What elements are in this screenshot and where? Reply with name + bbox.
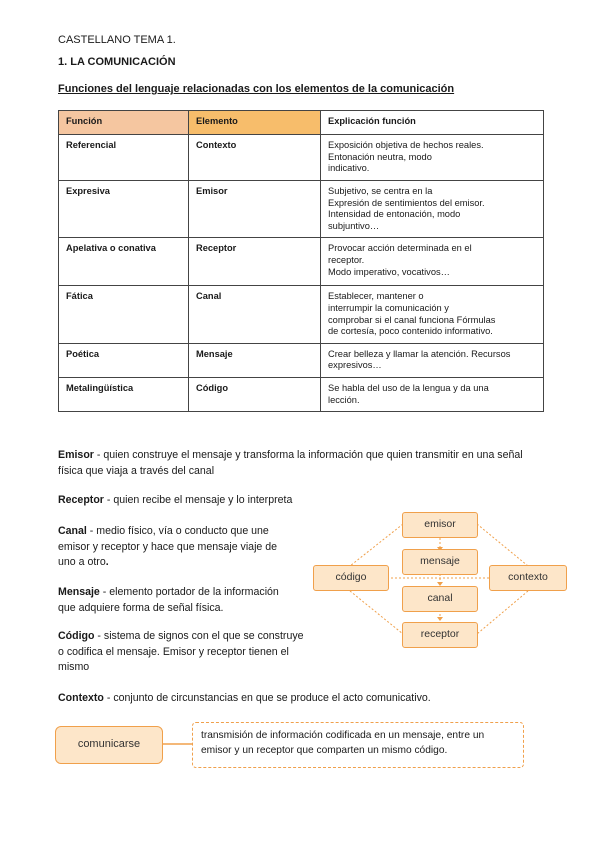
cell-elemento: Código	[189, 377, 321, 411]
diagram-contexto: contexto	[489, 565, 567, 591]
explicacion-line: Se habla del uso de la lengua y da una	[328, 382, 489, 393]
definition-text: - quien recibe el mensaje y lo interpreta	[103, 494, 293, 506]
diagram-mensaje: mensaje	[402, 549, 478, 575]
definition-text: - elemento portador de la información que adquiere forma de señal física.	[58, 586, 279, 614]
cell-funcion: Fática	[59, 286, 189, 343]
section-title: 1. LA COMUNICACIÓN	[58, 56, 176, 68]
document-header: CASTELLANO TEMA 1.	[58, 34, 176, 46]
cell-elemento: Emisor	[189, 181, 321, 238]
cell-funcion: Apelativa o conativa	[59, 238, 189, 286]
diagram-receptor: receptor	[402, 622, 478, 648]
cell-funcion: Metalingüística	[59, 377, 189, 411]
explicacion-line: Provocar acción determinada en el	[328, 243, 472, 254]
footer-term-box: comunicarse	[55, 726, 163, 764]
explicacion-line: Exposición objetiva de hechos reales.	[328, 140, 484, 150]
explicacion-line: receptor.	[328, 254, 365, 265]
footer-definition-line: emisor y un receptor que comparten un mismo código.	[201, 745, 448, 756]
diagram-canal: canal	[402, 586, 478, 612]
definition-term: Código	[58, 630, 95, 642]
header-explicacion: Explicación función	[321, 111, 544, 135]
explicacion-line: Entonación neutra, modo	[328, 151, 432, 162]
footer-definition-box	[192, 722, 524, 768]
diagram-emisor: emisor	[402, 512, 478, 538]
table-subtitle: Funciones del lenguaje relacionadas con los elementos de la comunicación	[58, 83, 455, 95]
explicacion-line: expresivos…	[328, 360, 382, 371]
explicacion-line: Expresión de sentimientos del emisor.	[328, 197, 485, 208]
diagram-codigo: código	[313, 565, 389, 591]
explicacion-line: Subjetivo, se centra en la	[328, 186, 433, 196]
cell-funcion: Expresiva	[59, 181, 189, 238]
cell-elemento: Mensaje	[189, 343, 321, 377]
header-funcion: Función	[59, 111, 189, 135]
explicacion-line: de cortesía, poco contenido informativo.	[328, 326, 493, 337]
definition-term: Mensaje	[58, 586, 100, 598]
cell-funcion: Poética	[59, 343, 189, 377]
definition-suffix: .	[105, 556, 109, 568]
cell-funcion: Referencial	[59, 135, 189, 181]
cell-elemento: Receptor	[189, 238, 321, 286]
header-elemento: Elemento	[189, 111, 321, 135]
explicacion-line: Modo imperativo, vocativos…	[328, 266, 450, 277]
cell-elemento: Canal	[189, 286, 321, 343]
explicacion-line: indicativo.	[328, 163, 370, 174]
explicacion-line: lección.	[328, 394, 360, 405]
explicacion-line: Establecer, mantener o	[328, 291, 424, 302]
explicacion-line: interrumpir la comunicación y	[328, 302, 449, 313]
explicacion-line: subjuntivo…	[328, 220, 380, 231]
definition-term: Emisor	[58, 449, 94, 461]
definition-term: Canal	[58, 525, 87, 537]
footer-definition-line: transmisión de información codificada en un mensaje, entre un	[201, 730, 485, 741]
definition-text: - sistema de signos con el que se construye o codifica el mensaje. Emisor y receptor tienen el mismo	[58, 630, 304, 673]
definition-text: - conjunto de circunstancias en que se produce el acto comunicativo.	[103, 692, 431, 704]
definition-term: Contexto	[58, 692, 104, 704]
cell-elemento: Contexto	[189, 135, 321, 181]
explicacion-line: Crear belleza y llamar la atención. Recursos	[328, 348, 511, 359]
explicacion-line: Intensidad de entonación, modo	[328, 209, 461, 220]
definition-text: - medio físico, vía o conducto que une emisor y receptor y hace que mensaje viaje de uno a otro	[58, 525, 278, 568]
explicacion-line: comprobar si el canal funciona Fórmulas	[328, 314, 496, 325]
definition-text: - quien construye el mensaje y transforma la información que quien transmitir en una señal física que viaja a través del canal	[58, 449, 523, 477]
definition-term: Receptor	[58, 494, 104, 506]
